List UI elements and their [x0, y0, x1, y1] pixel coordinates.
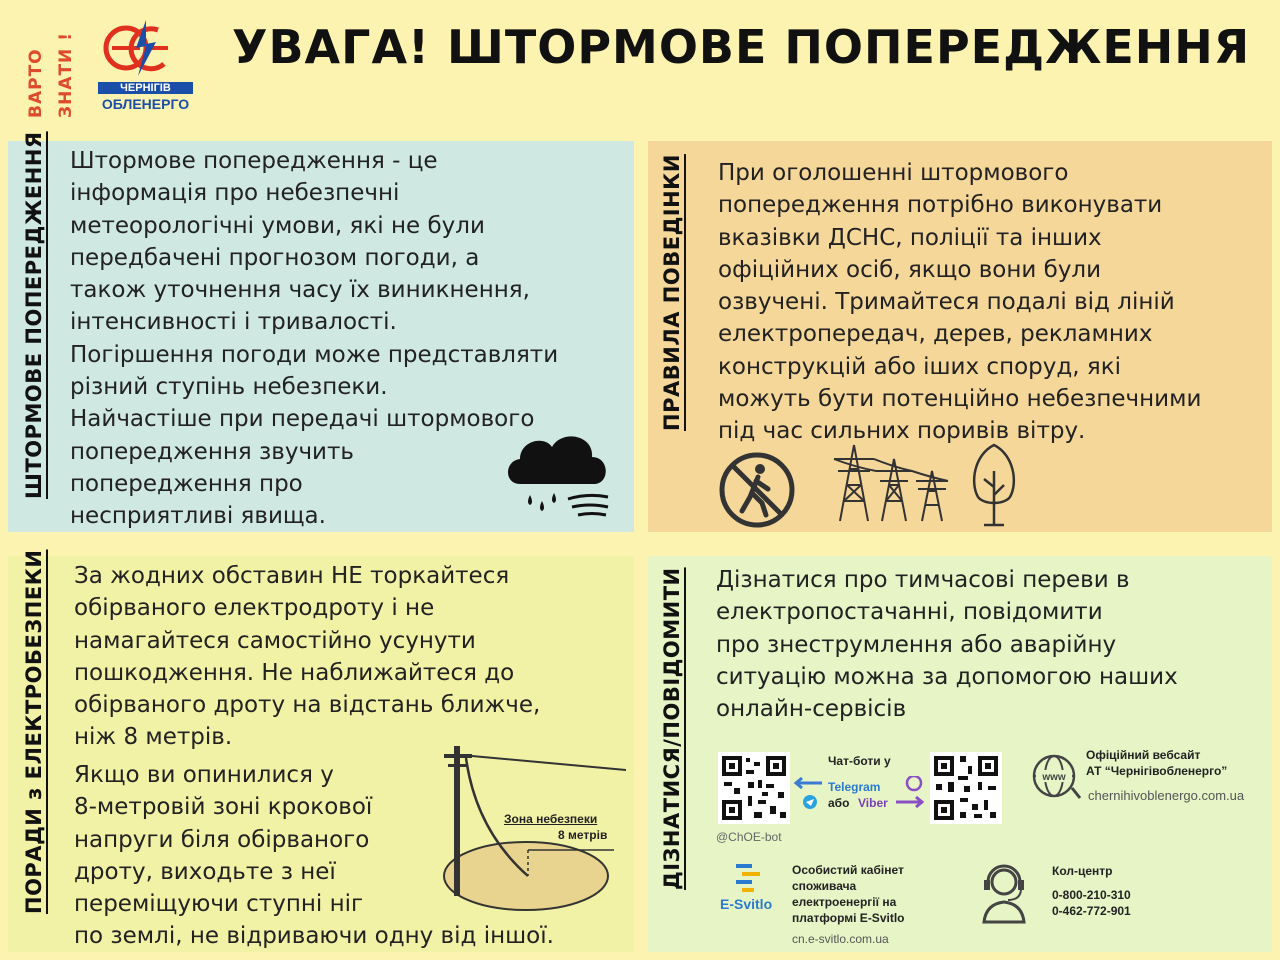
- logo-emblem-icon: [98, 18, 193, 82]
- qr-code-icon: [930, 752, 1002, 824]
- text-line: споживача: [792, 879, 857, 893]
- bot-handle: @ChOE-bot: [716, 830, 782, 844]
- phone-2[interactable]: 0-462-772-901: [1052, 904, 1131, 918]
- panel-behavior-rules: [648, 141, 1272, 532]
- text-line: електроенергії на: [792, 895, 897, 909]
- text-line: ніж 8 метрів.: [74, 724, 233, 751]
- storm-cloud-icon: [502, 429, 622, 524]
- cabinet-text: [792, 862, 904, 926]
- phone-1[interactable]: 0-800-210-310: [1052, 888, 1131, 902]
- panel-electrical-safety: [8, 549, 634, 952]
- panel-contact: [648, 556, 1272, 952]
- cabinet-url-link[interactable]: cn.e-svitlo.com.ua: [792, 932, 889, 946]
- globe-www-icon: [1028, 752, 1084, 802]
- text-line: несприятливі явища.: [70, 503, 326, 530]
- text-line: При оголошенні штормового: [718, 160, 1069, 186]
- no-pedestrian-icon: [716, 449, 798, 531]
- website-title-1: Офіційний вебсайт: [1086, 748, 1201, 762]
- text-line: різний ступінь небезпеки.: [70, 374, 388, 401]
- tree-icon: [966, 441, 1022, 527]
- text-line: конструкцій або іших споруд, які: [718, 353, 1122, 380]
- side-note: [22, 18, 76, 118]
- or-word: або: [828, 796, 850, 810]
- text-line: попередження звучить: [70, 438, 354, 465]
- viber-link[interactable]: Viber: [858, 796, 888, 810]
- text-line: ситуацію можна за допомогою наших: [716, 663, 1178, 690]
- text-line: дроту, виходьте з неї: [74, 858, 336, 885]
- telegram-link[interactable]: Telegram: [828, 780, 881, 794]
- logo-city: ЧЕРНІГІВ: [98, 82, 193, 94]
- side-note-line2: ЗНАТИ !: [56, 32, 76, 118]
- text-line: під час сильних поривів вітру.: [718, 418, 1086, 445]
- page-title: УВАГА! ШТОРМОВЕ ПОПЕРЕДЖЕННЯ: [232, 20, 1251, 74]
- safety-text-1: [74, 560, 540, 754]
- text-line: також уточнення часу їх виникнення,: [70, 277, 530, 304]
- qr-code-telegram[interactable]: [718, 752, 790, 824]
- text-line: Найчастіше при передачі штормового: [70, 406, 535, 433]
- logo-company: ОБЛЕНЕРГО: [101, 96, 190, 112]
- text-line: Дізнатися про тимчасові переви в: [716, 567, 1130, 593]
- text-line: офіційних осіб, якщо вони були: [718, 256, 1102, 283]
- chatbot-title: Чат-боти у: [828, 754, 891, 768]
- qr-code-icon: [718, 752, 790, 824]
- text-line: 8-метровій зоні крокової: [74, 794, 373, 821]
- text-line: Особистий кабінет: [792, 863, 904, 877]
- power-lines-icon: [830, 441, 960, 523]
- panel-label-contact: ДІЗНАТИСЯ/ПОВІДОМИТИ: [660, 567, 684, 890]
- panel-label-behavior: ПРАВИЛА ПОВЕДІНКИ: [660, 154, 684, 431]
- zone-label-1: Зона небезпеки: [504, 812, 598, 826]
- text-line: інтенсивності і тривалості.: [70, 309, 397, 336]
- storm-text: [70, 145, 558, 533]
- text-line: метеорологічні умови, які не були: [70, 212, 485, 239]
- text-line: інформація про небезпечні: [70, 180, 400, 207]
- behavior-text: [718, 157, 1201, 448]
- contact-text: [716, 564, 1178, 725]
- text-line: переміщуючи ступні ніг: [74, 891, 364, 918]
- text-line: Якщо ви опинилися у: [74, 762, 334, 788]
- text-line: Погіршення погоди може представляти: [70, 341, 559, 368]
- text-line: платформі E-Svitlo: [792, 911, 905, 925]
- side-note-line1: ВАРТО: [26, 48, 46, 118]
- svg-text:www: www: [1042, 772, 1066, 783]
- text-line: За жодних обставин НЕ торкайтеся: [74, 563, 510, 589]
- text-line: електропередач, дерев, рекламних: [718, 321, 1153, 348]
- headset-operator-icon: [978, 860, 1030, 924]
- text-line: по землі, не відриваючи одну від іншої.: [74, 923, 554, 950]
- text-line: напруги біля обірваного: [74, 826, 370, 853]
- text-line: обірваного електродроту і не: [74, 595, 435, 622]
- text-line: обірваного дроту на відстань ближче,: [74, 692, 541, 719]
- text-line: онлайн-сервісів: [716, 696, 907, 723]
- text-line: вказівки ДСНС, поліції та інших: [718, 224, 1102, 251]
- e-svitlo-logo: E-Svitlo: [720, 896, 773, 912]
- text-line: попередження потрібно виконувати: [718, 192, 1163, 219]
- text-line: про знеструмлення або аварійну: [716, 631, 1117, 658]
- company-logo: [98, 18, 193, 116]
- panel-label-storm: ШТОРМОВЕ ПОПЕРЕДЖЕННЯ: [22, 131, 46, 499]
- text-line: електропостачанні, повідомити: [716, 599, 1103, 626]
- website-url-link[interactable]: chernihivoblenergo.com.ua: [1088, 788, 1245, 803]
- website-title-2: АТ “Чернігівобленерго”: [1086, 764, 1228, 778]
- panel-label-safety: ПОРАДИ з ЕЛЕКТРОБЕЗПЕКИ: [22, 549, 46, 914]
- panel-storm-warning: [8, 131, 634, 532]
- text-line: попередження про: [70, 470, 303, 497]
- text-line: передбачені прогнозом погоди, а: [70, 244, 480, 271]
- text-line: пошкодження. Не наближайтеся до: [74, 659, 515, 686]
- text-line: озвучені. Тримайтеся подалі від ліній: [718, 289, 1175, 316]
- text-line: намагайтеся самостійно усунути: [74, 627, 476, 654]
- e-svitlo-logo-icon: [730, 862, 766, 892]
- callcenter-title: Кол-центр: [1052, 864, 1113, 878]
- text-line: Штормове попередження - це: [70, 148, 438, 174]
- zone-label-2: 8 метрів: [558, 828, 608, 842]
- text-line: можуть бути потенційно небезпечними: [718, 386, 1202, 413]
- qr-code-viber[interactable]: [930, 752, 1002, 824]
